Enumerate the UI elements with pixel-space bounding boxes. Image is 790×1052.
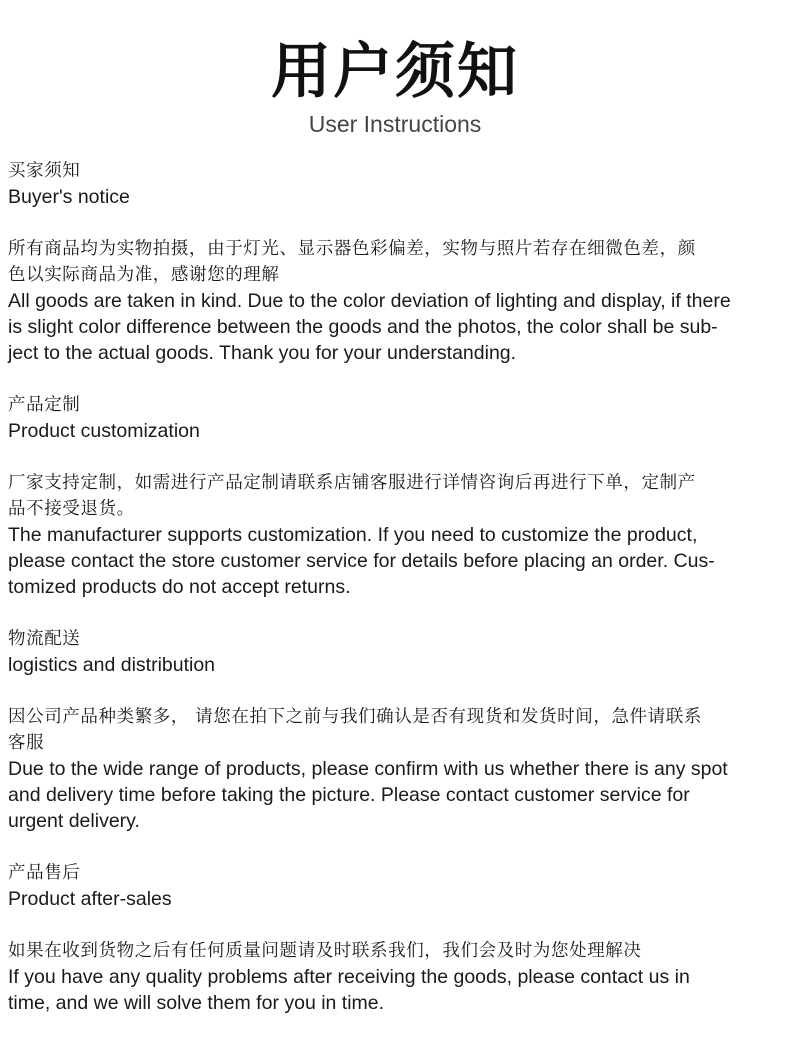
section-logistics bbox=[8, 626, 784, 834]
section-body-cn-line: 因公司产品种类繁多， 请您在拍下之前与我们确认是否有现货和发货时间，急件请联系 bbox=[8, 707, 702, 727]
section-body-cn-line: 所有商品均为实物拍摄，由于灯光、显示器色彩偏差，实物与照片若存在细微色差，颜 bbox=[8, 239, 696, 259]
section-body-en-line: All goods are taken in kind. Due to the color deviation of lighting and display, if there bbox=[8, 290, 731, 312]
section-body-en-line: If you have any quality problems after receiving the goods, please contact us in bbox=[8, 966, 690, 988]
section-heading-cn: 物流配送 bbox=[8, 629, 81, 649]
section-body-en-line: urgent delivery. bbox=[8, 810, 140, 832]
page-title: 用户须知 bbox=[271, 37, 519, 107]
section-body-cn-line: 客服 bbox=[8, 733, 45, 753]
page-subtitle: User Instructions bbox=[308, 111, 482, 137]
section-body-cn-line: 色以实际商品为准，感谢您的理解 bbox=[8, 265, 280, 285]
page-header bbox=[0, 36, 790, 138]
instructions-content bbox=[8, 158, 784, 1016]
section-body-en-line: tomized products do not accept returns. bbox=[8, 576, 351, 598]
section-heading-cn: 产品定制 bbox=[8, 395, 81, 415]
section-body-en-line: ject to the actual goods. Thank you for your understanding. bbox=[8, 342, 517, 364]
section-heading-en: Buyer's notice bbox=[8, 186, 130, 208]
section-heading-en: Product after-sales bbox=[8, 888, 172, 910]
section-product-customization bbox=[8, 392, 784, 600]
section-body-en-line: is slight color difference between the goods and the photos, the color shall be sub- bbox=[8, 316, 718, 338]
section-body-cn-line: 厂家支持定制，如需进行产品定制请联系店铺客服进行详情咨询后再进行下单，定制产 bbox=[8, 473, 696, 493]
section-heading-cn: 产品售后 bbox=[8, 863, 81, 883]
section-body-cn-line: 品不接受退货。 bbox=[8, 499, 135, 519]
section-body-en-line: Due to the wide range of products, please confirm with us whether there is any spot bbox=[8, 758, 728, 780]
section-body-en-line: The manufacturer supports customization. If you need to customize the product, bbox=[8, 524, 698, 546]
section-body-en-line: time, and we will solve them for you in time. bbox=[8, 992, 385, 1014]
section-buyer-notice bbox=[8, 158, 784, 366]
section-heading-en: Product customization bbox=[8, 420, 200, 442]
section-heading-en: logistics and distribution bbox=[8, 654, 216, 676]
section-heading-cn: 买家须知 bbox=[8, 161, 81, 181]
section-body-cn-line: 如果在收到货物之后有任何质量问题请及时联系我们，我们会及时为您处理解决 bbox=[8, 941, 642, 961]
section-after-sales bbox=[8, 860, 784, 1016]
section-body-en-line: please contact the store customer service for details before placing an order. Cus- bbox=[8, 550, 715, 572]
section-body-en-line: and delivery time before taking the picture. Please contact customer service for bbox=[8, 784, 690, 806]
